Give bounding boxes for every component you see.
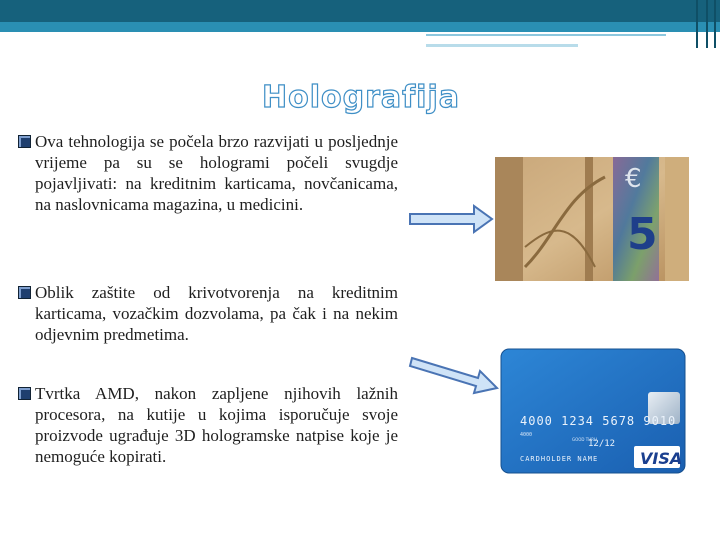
- header-rule: [426, 34, 666, 36]
- visa-logo: VISA: [640, 449, 683, 468]
- bullet-item: [18, 131, 398, 215]
- banknote-hologram-image: [495, 157, 689, 281]
- card-holder: CARDHOLDER NAME: [520, 455, 599, 463]
- euro-sign: €: [625, 164, 642, 194]
- bullet-item: [18, 383, 398, 467]
- header-bar: [0, 0, 720, 22]
- card-valid-label: GOOD THRU: [572, 437, 597, 442]
- bullet-item: [18, 282, 398, 345]
- bullet-marker-icon: [18, 387, 31, 400]
- header-tick: [714, 0, 716, 48]
- slide-title: Holografija: [262, 80, 460, 115]
- credit-card-image: [500, 348, 686, 474]
- banknote-denomination: 5: [627, 209, 658, 260]
- arrow-down-right-icon: [408, 348, 500, 396]
- header-bar-secondary: [0, 22, 720, 32]
- header-rule-short: [426, 44, 578, 47]
- bullet-text: Ova tehnologija se počela brzo razvijati u posljednje vrijeme pa su se hologrami počeli svugdje pojavljivati: na kreditnim karticama, novčanicama, na naslovnicama magazina, u medicini.: [35, 132, 398, 214]
- arrow-right-icon: [408, 204, 494, 234]
- header-tick: [706, 0, 708, 48]
- bullet-text: Oblik zaštite od krivotvorenja na kreditnim karticama, vozačkim dozvolama, pa čak i na nekim odjevnim predmetima.: [35, 283, 398, 344]
- card-number: 4000 1234 5678 9010: [520, 414, 677, 428]
- bullet-marker-icon: [18, 286, 31, 299]
- bullet-marker-icon: [18, 135, 31, 148]
- bullet-text: Tvrtka AMD, nakon zapljene njihovih lažnih procesora, na kutije u kojima isporučuje svoje proizvode ugrađuje 3D hologramske natpise koje je nemoguće kopirati.: [35, 384, 398, 466]
- card-expiry: 12/12: [588, 439, 616, 449]
- header-tick: [696, 0, 698, 48]
- card-small-number: 4000: [520, 432, 533, 438]
